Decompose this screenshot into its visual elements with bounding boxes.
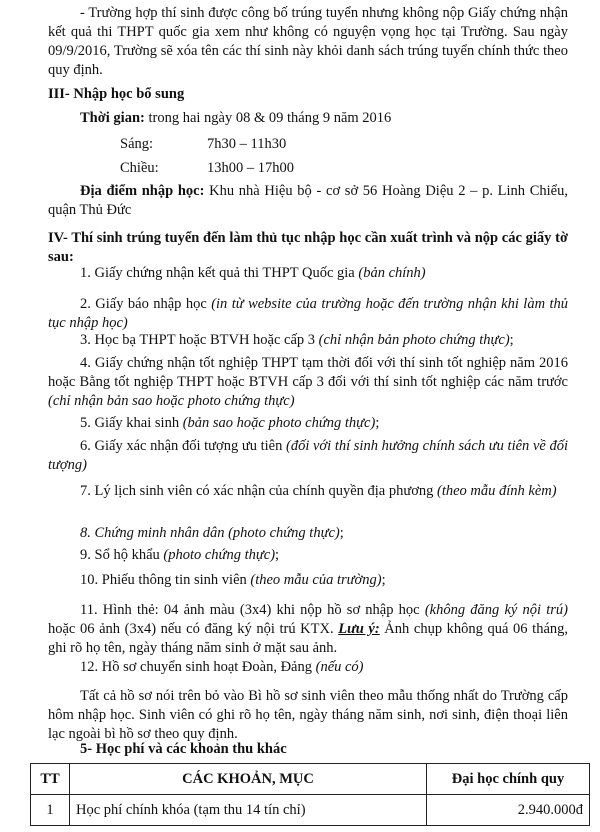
list-item-6: 6. Giấy xác nhận đối tượng ưu tiên (đối với thí sinh hưởng chính sách ưu tiên về đối tượng)	[48, 438, 568, 473]
table-cell-tt: 1	[31, 795, 70, 826]
time-label: Thời gian:	[80, 110, 145, 126]
table-header-items: CÁC KHOẢN, MỤC	[70, 764, 427, 795]
table-cell-item: Học phí chính khóa (tạm thu 14 tín chỉ)	[70, 795, 427, 826]
afternoon-value: 13h00 – 17h00	[207, 160, 294, 176]
section-5-heading: 5- Học phí và các khoản thu khác	[80, 741, 287, 757]
list-item-8: 8. Chứng minh nhân dân (photo chứng thực);	[80, 525, 344, 541]
list-item-5: 5. Giấy khai sinh (bản sao hoặc photo chứng thực);	[80, 415, 380, 431]
list-item-1: 1. Giấy chứng nhận kết quả thi THPT Quốc gia (bản chính)	[80, 265, 426, 281]
paragraph-intro: - Trường hợp thí sinh được công bố trúng tuyển nhưng không nộp Giấy chứng nhận kết quả thi THPT quốc gia xem như không có nguyện vọng học tại Trường. Sau ngày 09/9/2016, Trường sẽ xóa tên các thí sinh này khỏi danh sách trúng tuyển chính thức theo quy định.	[48, 5, 568, 78]
place-paragraph	[48, 182, 568, 220]
place-value: Khu nhà Hiệu bộ - cơ sở 56 Hoàng Diệu 2 – p. Linh Chiểu, quận Thủ Đức	[48, 183, 568, 218]
fees-table	[30, 763, 590, 826]
morning-value: 7h30 – 11h30	[207, 136, 287, 152]
table-header-row	[31, 764, 590, 795]
list-item-2: 2. Giấy báo nhập học (in từ website của trường hoặc đến trường nhận khi làm thủ tục nhập học)	[48, 296, 568, 331]
list-item-10: 10. Phiếu thông tin sinh viên (theo mẫu của trường);	[80, 572, 386, 588]
list-item-4: 4. Giấy chứng nhận tốt nghiệp THPT tạm thời đối với thí sinh tốt nghiệp năm 2016 hoặc Bằng tốt nghiệp THPT hoặc BTVH cấp 3 đối với thí sinh tốt nghiệp các năm trước (chỉ nhận bản sao hoặc photo chứng thực)	[48, 355, 568, 409]
time-value: trong hai ngày 08 & 09 tháng 9 năm 2016	[144, 110, 392, 126]
list-item-12: 12. Hồ sơ chuyển sinh hoạt Đoàn, Đảng (nếu có)	[80, 659, 364, 675]
list-item-11: 11. Hình thẻ: 04 ảnh màu (3x4) khi nộp hồ sơ nhập học (không đăng ký nội trú) hoặc 06 ảnh (3x4) nếu có đăng ký nội trú KTX. Lưu ý: Ảnh chụp không quá 06 tháng, ghi rõ họ tên, ngày tháng năm sinh ở mặt sau ảnh.	[48, 602, 569, 656]
section-4-heading: IV- Thí sinh trúng tuyển đến làm thủ tục nhập học cần xuất trình và nộp các giấy tờ sau:	[48, 230, 568, 265]
table-row	[31, 795, 590, 826]
place-label: Địa điểm nhập học:	[80, 183, 205, 199]
time-line	[80, 109, 391, 128]
table-header-tt: TT	[31, 764, 70, 795]
table-cell-amount: 2.940.000đ	[427, 795, 590, 826]
section-3-heading: III- Nhập học bổ sung	[48, 86, 185, 102]
table-header-program: Đại học chính quy	[427, 764, 590, 795]
closing-paragraph: Tất cả hồ sơ nói trên bỏ vào Bì hồ sơ sinh viên theo mẫu thống nhất do Trường cấp hôm nhập học. Sinh viên có ghi rõ họ tên, ngày tháng năm sinh, nơi sinh, điện thoại liên lạc ngoài bì hồ sơ theo quy định.	[48, 688, 568, 742]
morning-label: Sáng:	[120, 136, 154, 152]
list-item-3: 3. Học bạ THPT hoặc BTVH hoặc cấp 3 (chỉ nhận bản photo chứng thực);	[80, 332, 514, 348]
afternoon-label: Chiều:	[120, 160, 159, 176]
list-item-7: 7. Lý lịch sinh viên có xác nhận của chính quyền địa phương (theo mẫu đính kèm)	[80, 483, 557, 499]
list-item-9: 9. Sổ hộ khẩu (photo chứng thực);	[80, 547, 280, 563]
